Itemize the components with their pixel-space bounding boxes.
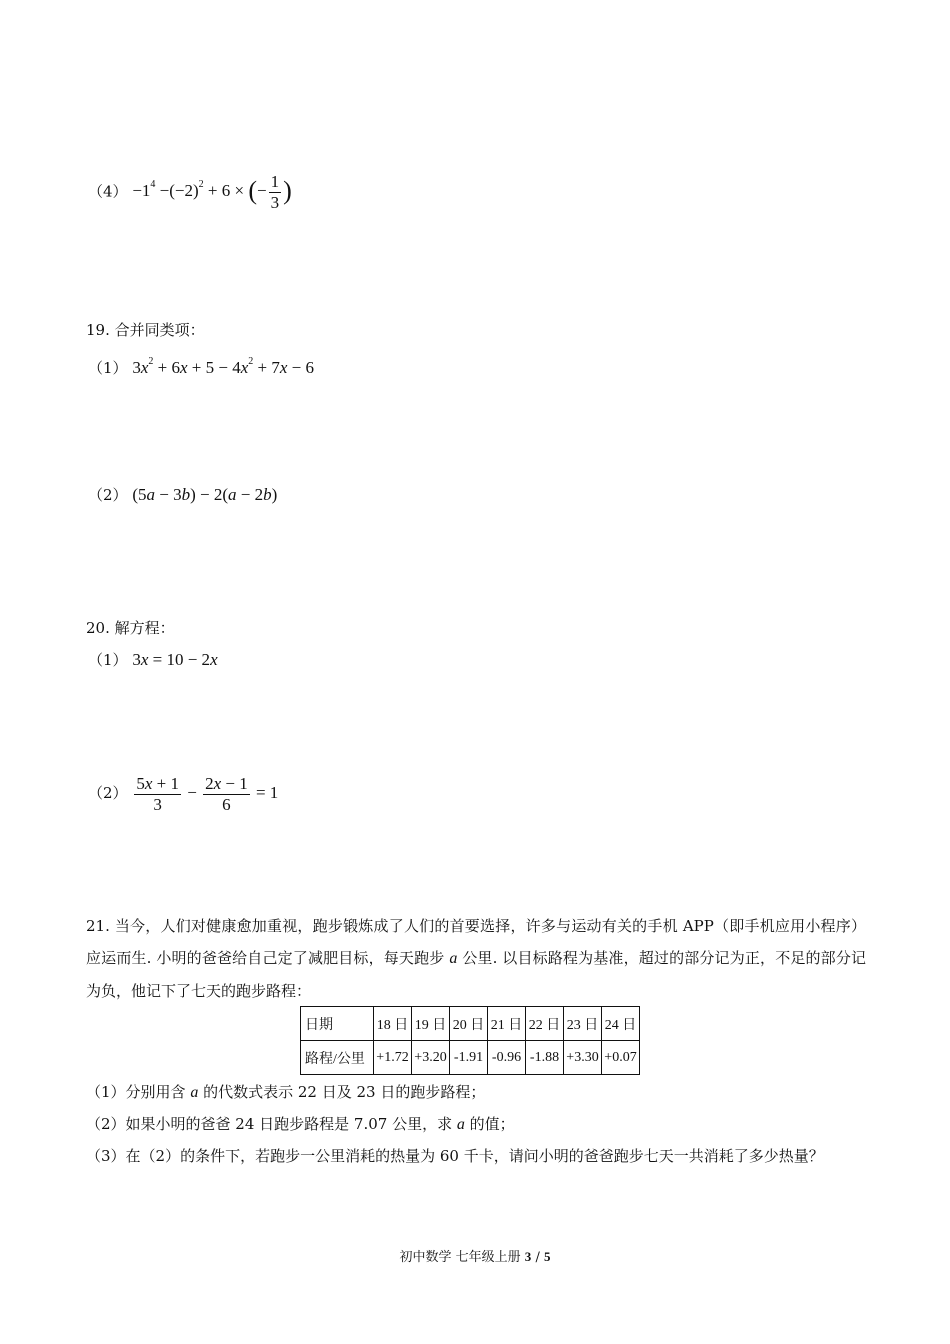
table-cell: 21 日 <box>488 1007 526 1041</box>
q19-part1-label: （1） <box>88 359 128 377</box>
q19-part1-expression: $3x^2 + 6x + 5 - 4x^2 + 7x - 6$ <box>132 356 314 377</box>
table-row-header: 路程/公里 <box>301 1041 374 1075</box>
footer-text: 初中数学 七年级上册 <box>399 1250 521 1265</box>
q21-sub3: （3）在（2）的条件下，若跑步一公里消耗的热量为 60 千卡，请问小明的爸爸跑步七天一共消耗了多少热量？ <box>86 1147 824 1165</box>
q19-part2-label: （2） <box>88 486 128 504</box>
table-cell: +3.20 <box>412 1041 450 1075</box>
q20-title: 20. 解方程： <box>86 619 175 637</box>
q19-title: 19. 合并同类项： <box>86 321 205 339</box>
q21-intro: 21. 当今，人们对健康愈加重视，跑步锻炼成了人们的首要选择，许多与运动有关的手机 APP（即手机应用小程序）应运而生. 小明的爸爸给自己定了减肥目标，每天跑步 a 公里. 以目标路程为基准，超过的部分记为正，不足的部分记为负，他记下了七天的跑步路程： <box>86 917 866 1000</box>
table-cell: +3.30 <box>564 1041 602 1075</box>
q21-sub2: （2）如果小明的爸爸 24 日跑步路程是 7.07 公里，求 a 的值； <box>86 1115 515 1133</box>
table-cell: -0.96 <box>488 1041 526 1075</box>
table-cell: -1.88 <box>526 1041 564 1075</box>
q20-part1 <box>88 650 218 670</box>
table-cell: +0.07 <box>602 1041 640 1075</box>
q20-part1-expression: 3x = 10 − 2x <box>132 650 218 669</box>
table-cell: 20 日 <box>450 1007 488 1041</box>
running-record-table <box>300 1006 640 1075</box>
q19-part2 <box>88 485 277 505</box>
page-number: 3 <box>524 1249 532 1264</box>
q20-part2-expression: $\frac{5x + 1}{3}$ − $\frac{2x - 1}{6}$ = 1 <box>136 773 279 814</box>
q21-sub1: （1）分别用含 a 的代数式表示 22 日及 23 日的跑步路程； <box>86 1083 486 1101</box>
q18-part4-label: （4） <box>88 182 128 201</box>
table-cell: 23 日 <box>564 1007 602 1041</box>
q19-part1 <box>88 352 314 378</box>
table-cell: 22 日 <box>526 1007 564 1041</box>
page-total: 5 <box>543 1249 551 1264</box>
page-footer: 初中数学 七年级上册 3 / 5 <box>399 1249 551 1265</box>
table-cell: 18 日 <box>374 1007 412 1041</box>
q20-part2 <box>88 772 278 815</box>
q18-part4-expression: $-1^4 -(-2)^2 + 6$ × (− $\frac{1}{3}$ ) <box>132 172 292 212</box>
q19-part2-expression: (5a − 3b) − 2(a − 2b) <box>132 485 278 504</box>
table-row-header: 日期 <box>301 1007 374 1041</box>
q20-part1-label: （1） <box>88 651 128 669</box>
table-cell: 19 日 <box>412 1007 450 1041</box>
table-cell: 24 日 <box>602 1007 640 1041</box>
table-row <box>301 1041 640 1075</box>
table-row <box>301 1007 640 1041</box>
q18-part4 <box>88 172 292 213</box>
table-cell: -1.91 <box>450 1041 488 1075</box>
table-cell: +1.72 <box>374 1041 412 1075</box>
q20-part2-label: （2） <box>88 784 128 802</box>
